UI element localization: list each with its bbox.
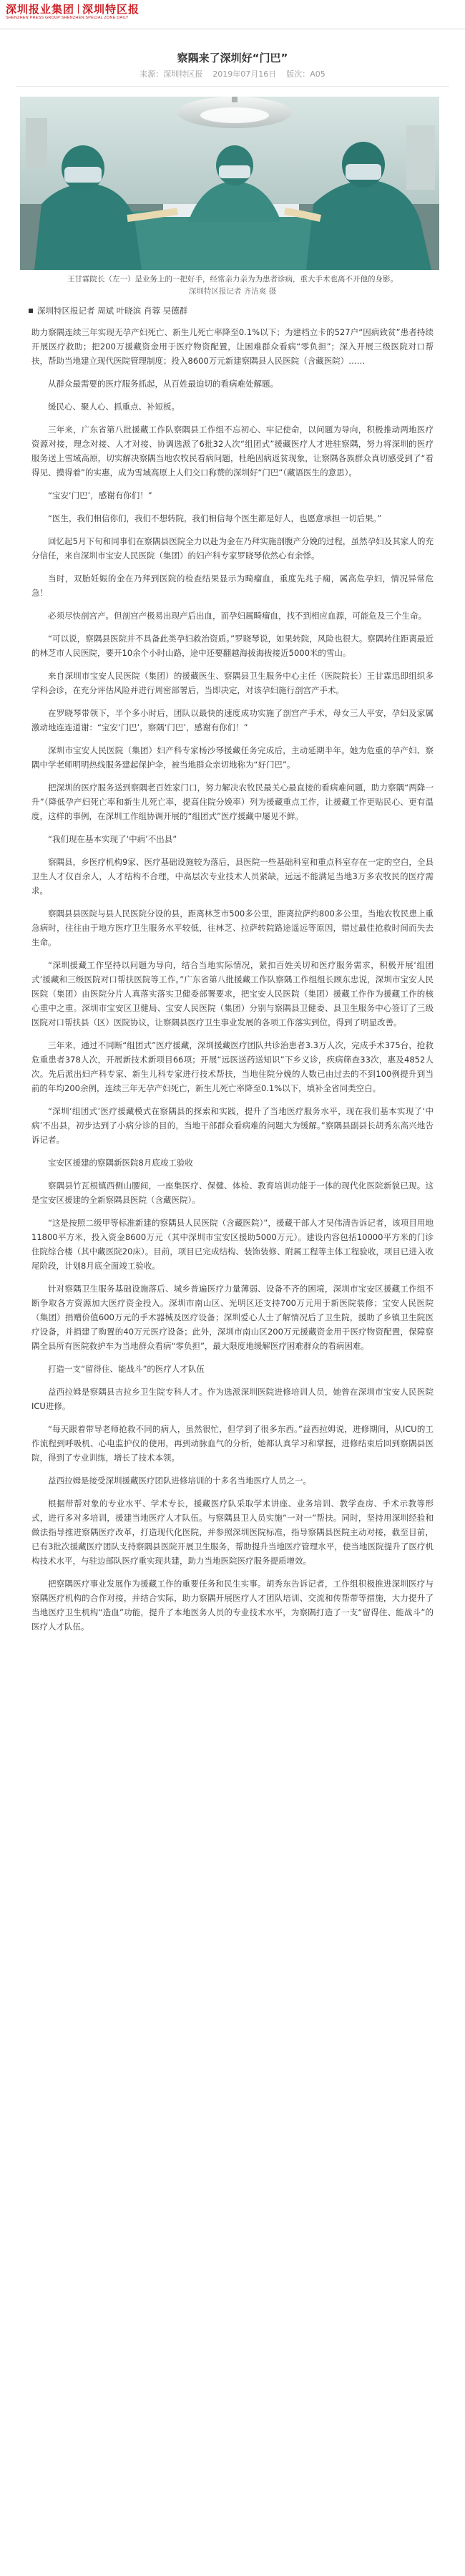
article-paragraph: 在罗晓琴带领下，半个多小时后，团队以最快的速度成功实施了剖宫产手术，母女三人平安，孕妇及家属激动地连连道谢：“宝安‘门巴’，察隅‘门巴’，感谢有你们！” bbox=[31, 708, 434, 732]
article-paragraph: 针对察隅卫生服务基础设施落后、城乡普遍医疗力量薄弱、设备不齐的困境，深圳市宝安区援藏工作组不断争取各方资源加大医疗资金投入。深圳市南山区、光明区还支持700万元用于新医院装修；宝安人民医院（集团）捐赠价值600万元的手术器械及医疗设备；深圳爱心人士了解情况后了卫生院，援助了乡镇卫生院医疗设备，并捐建了购置的40万元医疗设备；此外，深圳市南山区200万元援藏资金用于医疗物资配置，保障察隅全县所有医院救护车为当地群众看病“零负担”，最大限度地缓解医疗困难群众的看病困难。 bbox=[31, 1284, 434, 1351]
surgery-photo bbox=[20, 97, 439, 270]
photo-credit: 深圳特区报记者 齐洁爽 摄 bbox=[188, 287, 277, 296]
logo-paper-name: 深圳特区报 bbox=[82, 3, 140, 16]
article-paragraph: “深圳‘组团式’医疗援藏模式在察隅县的探索和实践，提升了当地医疗服务水平，现在我们基本实现了‘中病’不出县，初步达到了小病分诊的目的，当地干部群众看病难的问题大为缓解。”察隅县副县长胡秀东高兴地告诉记者。 bbox=[31, 1106, 434, 1145]
article-paragraph: 益西拉姆是接受深圳援藏医疗团队进修培训的十多名当地医疗人员之一。 bbox=[48, 1476, 311, 1486]
article-paragraph: 必须尽快剖宫产。但剖宫产极易出现产后出血，而孕妇属畸瘤血，找不到相应血源，可能危及三个生命。 bbox=[48, 611, 426, 621]
article-paragraph: “这是按照二级甲等标准新建的察隅县人民医院（含藏医院）”，援藏干部人才吴伟清告诉记者，该项目用地11800平方米，投入资金8600万元（其中深圳市宝安区援助5000万元）。建设内容包括10000平方米的门诊住院综合楼（其中藏医院20床）。目前，项目已完成结构、装饰装修、附属工程等主体工程验收，项目已进入收尾阶段，计划8月底全面竣工验收。 bbox=[31, 1218, 434, 1271]
photo-caption: 王甘霖院长（左一）是业务上的一把好手，经常亲力亲为为患者诊病，重大手术也离不开他的身影。 bbox=[67, 275, 398, 284]
section-subheading: 宝安区援建的察隅新医院8月底竣工验收 bbox=[48, 1158, 193, 1168]
article-paragraph: 把深圳的医疗服务送到察隅老百姓家门口，努力解决农牧民最关心最直接的看病难问题，助力察隅“两降一升”（降低孕产妇死亡率和新生儿死亡率，提高住院分娩率）列为援藏重点工作，让援藏工作更贴民心、更有温度，这样的事例，在深圳工作组协调开展的“组团式”医疗援藏中屡见不鲜。 bbox=[31, 783, 434, 821]
article-paragraph: 益西拉姆是察隅县吉拉乡卫生院专科人才。作为选派深圳医院进修培训人员，她曾在深圳市宝安人民医院ICU进修。 bbox=[31, 1387, 434, 1411]
article-meta: 来源：深圳特区报 2019年07月16日 版次：A05 bbox=[140, 69, 326, 79]
article-paragraph: 回忆起5月下旬和同事们在察隅县医院全力以赴为金在乃拜实施剖腹产分娩的过程，虽然孕妇及其家人的充分信任，来自深圳市宝安人民医院（集团）的妇产科专家罗晓琴依然心有余悸。 bbox=[31, 536, 434, 561]
section-subheading: “我们现在基本实现了‘中病’不出县” bbox=[48, 834, 177, 844]
logo-english-name: SHENZHEN PRESS GROUP SHENZHEN SPECIAL ZONE DAILY bbox=[6, 16, 129, 20]
article-paragraph: 察隅县，乡医疗机构9家、医疗基础设施较为落后，县医院一些基础科室和重点科室存在一定的空白，全县卫生人才仅百余人，人才结构不合理，中高层次专业技术人员紧缺，远远不能满足当地3万多农牧民的医疗需求。 bbox=[31, 857, 434, 896]
article-paragraph: 从群众最需要的医疗服务抓起，从百姓最迫切的看病难处解题。 bbox=[48, 379, 278, 389]
article-body bbox=[31, 325, 434, 1634]
site-header bbox=[0, 0, 465, 29]
article-paragraph: 三年来，通过不同断“组团式”医疗援藏，深圳援藏医疗团队共诊治患者3.3万人次，完成手术375台，抢救危重患者378人次，开展新技术新项目66项；开展“远医送药送知识”下乡义诊，疾病筛查33次，惠及4852人次。先后派出妇产科专家、新生儿科专家进行技术帮扶，当地住院分娩的人数已由过去的不到100例提升到当前的年均200余例，连续三年无孕产妇死亡，新生儿死亡率降至0.1%以下，填补全省同类空白。 bbox=[31, 1040, 434, 1093]
press-group-logo[interactable] bbox=[6, 3, 140, 21]
article-paragraph: 来自深圳市宝安人民医院（集团）的援藏医生、察隅县卫生服务中心主任（医院院长）王甘霖迅即组织多学科会诊，在充分评估风险并进行周密部署后，当即决定，对该孕妇施行剖宫产手术。 bbox=[31, 671, 434, 695]
section-subheading: “宝安‘门巴’，感谢有你们！” bbox=[48, 490, 152, 500]
article-paragraph: 三年来，广东省第八批援藏工作队察隅县工作组不忘初心、牢记使命，以问题为导向，积极推动两地医疗资源对接，理念对接、人才对接、协调选派了6批32人次“组团式”援藏医疗人才进驻察隅，努力将深圳的医疗服务送上雪域高原，切实解决察隅当地农牧民看病问题，杜绝因病返贫现象，让察隅各族群众真切感受到了“看得见、摸得着”的实惠，成为雪域高原上人们交口称赞的深圳好“门巴”（藏语医生的意思）。 bbox=[31, 425, 434, 478]
byline bbox=[29, 305, 436, 316]
byline-bullet-icon bbox=[29, 309, 33, 313]
logo-group-name: 深圳报业集团 bbox=[6, 3, 75, 16]
article-paragraph: 察隅县县医院与县人民医院分设的县，距离林芝市500多公里，距离拉萨约800多公里。当地农牧民患上重急病时，往往由于地方医疗卫生服务水平较低，往林芝、拉萨转院路途遥远等原因，错过最佳抢救时间而失去生命。 bbox=[31, 909, 434, 947]
title-divider bbox=[16, 86, 449, 87]
article-paragraph: “深圳援藏工作坚持以问题为导向，结合当地实际情况，紧扣百姓关切和医疗服务需求，积极开展‘组团式’援藏和三级医院对口帮扶医院等工作。”广东省第八批援藏工作队察隅工作组组长顾东忠说，深圳市宝安人民医院（集团）由医院分片人真落实落实卫健委部署要求，把宝安人民医院（集团）援藏工作作为援藏工作的核心重中之重。深圳市宝安区卫健局、宝安人民医院（集团）分别与察隅县卫健委、县卫生服务中心签订了三级医院对口帮扶县（区）医院协议，让察隅县医疗卫生事业发展的各项工作落实到位，得到了明显改善。 bbox=[31, 960, 434, 1027]
article-lead: 助力察隅连续三年实现无孕产妇死亡、新生儿死亡率降至0.1%以下；为建档立卡的527户“因病致贫”患者持续开展医疗救助；把200万援藏资金用于医疗物资配置，让困难群众看病“零负担”；深入开展三级医院对口帮扶，帮助当地建立现代医院管理制度；投入8600万元新建察隅县人民医院（含藏医院）…… bbox=[31, 327, 434, 366]
article-paragraph: 当时，双胎妊娠的金在乃拜到医院的检查结果显示为畸瘤血，重度先兆子痫，属高危孕妇，情况异常危急！ bbox=[31, 573, 434, 598]
article-paragraph: 察隅县竹瓦根镇西侧山腰间，一座集医疗、保健、体检、教育培训功能于一体的现代化医院新貌已现。这是宝安区援建的全新察隅县医院（含藏医院）。 bbox=[31, 1181, 434, 1205]
logo-divider bbox=[78, 4, 79, 14]
article-paragraph: 把察隅医疗事业发展作为援藏工作的重要任务和民生实事。胡秀东告诉记者，工作组积极推进深圳医疗与察隅医疗机构的合作对接，并结合实际，助力察隅开展医疗人才团队培训、交流和传帮带等措施，大力提升了当地医疗卫生机构“造血”功能，提升了本地医务人员的专业技术水平，为察隅打造了一支“留得住、能战斗”的医疗人才队伍。 bbox=[31, 1579, 434, 1632]
article-paragraph: “医生，我们相信你们，我们不想转院，我们相信每个医生都是好人，也愿意承担一切后果。” bbox=[48, 513, 382, 523]
article-paragraph: “每天跟着带导老师抢救不同的病人，虽然很忙，但学到了很多东西。”益西拉姆说，进修期间，从ICU的工作流程到呼吸机、心电监护仪的使用，再到动脉血气的分析，她都认真学习和掌握，进修结束后回到察隅县医院，得到了专业训练，增长了技术本领。 bbox=[31, 1424, 434, 1463]
article-paragraph: “可以说，察隅县医院并不具备此类孕妇救治资质。”罗晓琴说，如果转院，风险也很大。察隅转往距离最近的林芝市人民医院，要开10余个小时山路，途中还要翻越海拔海拔接近5000米的雪山。 bbox=[31, 634, 434, 658]
byline-text: 深圳特区报记者 周斌 叶晓滨 肖蓉 吴德群 bbox=[37, 306, 188, 316]
article-paragraph: 深圳市宝安人民医院（集团）妇产科专家杨沙琴援藏任务完成后，主动延期半年。她为危重的孕产妇、察隅中学老师明明热线服务建起保护伞，被当地群众亲切地称为“好门巴”。 bbox=[31, 745, 434, 770]
article-paragraph: 缓民心、聚人心、抓重点、补短板。 bbox=[48, 402, 180, 412]
article-paragraph: 根据带帮对象的专业水平、学术专长，援藏医疗队采取学术讲座、业务培训、教学查房、手术示教等形式，进行多对多培训，援建当地医疗人才队伍。与察隅县卫人员实施“一对一”帮扶。同时，坚持用深圳经验和做法指导推进察隅医疗改革，打造现代化医院，并参照深圳医院标准，指导察隅县医院主动对接，截至目前，已有3批次援藏医疗团队支持察隅县医院开展卫生服务，帮助提升当地医疗管理水平，使当地医院提升了医疗机构技术水平，与驻边部队医疗重实现共建，助力当地医院医疗服务提质增效。 bbox=[31, 1498, 434, 1566]
article-title: 察隅来了深圳好“门巴” bbox=[177, 52, 288, 64]
section-subheading: 打造一支“留得住、能战斗”的医疗人才队伍 bbox=[48, 1364, 205, 1374]
